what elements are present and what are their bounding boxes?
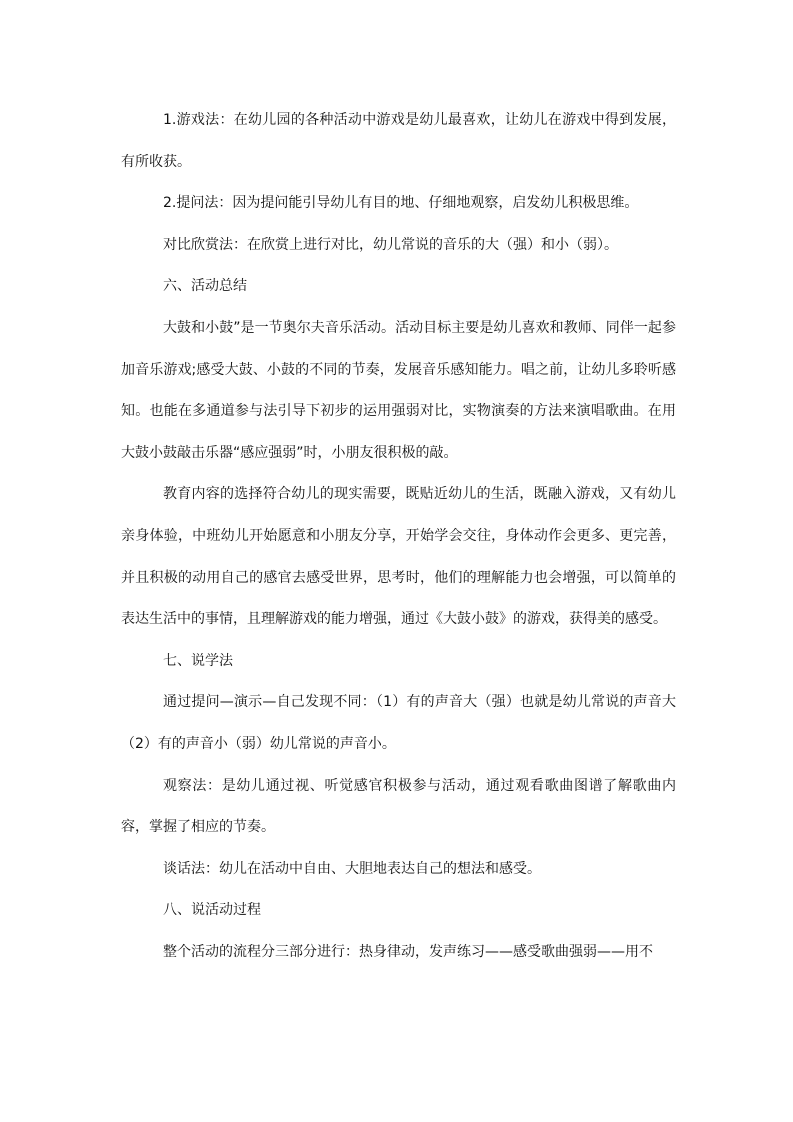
section-heading-learning-method: 七、说学法	[163, 652, 233, 669]
paragraph-observation-method: 观察法：是幼儿通过视、听觉感官积极参与活动，通过观看歌曲图谱了解歌曲内容，掌握了相应的节奏。	[121, 777, 676, 836]
paragraph-contrast-method: 对比欣赏法：在欣赏上进行对比，幼儿常说的音乐的大（强）和小（弱）。	[163, 236, 618, 253]
section-heading-summary: 六、活动总结	[163, 278, 247, 295]
paragraph-talk-method: 谈话法：幼儿在活动中自由、大胆地表达自己的想法和感受。	[163, 860, 541, 877]
paragraph-activity-flow: 整个活动的流程分三部分进行：热身律动，发声练习——感受歌曲强弱——用不	[163, 943, 653, 960]
paragraph-question-method: 2.提问法：因为提问能引导幼儿有目的地、仔细地观察，启发幼儿积极思维。	[163, 195, 639, 212]
document-body	[121, 100, 676, 973]
section-heading-activity-process: 八、说活动过程	[163, 902, 261, 919]
paragraph-learning-question: 通过提问—演示—自己发现不同：（1）有的声音大（强）也就是幼儿常说的声音大（2）有的声音小（弱）幼儿常说的声音小。	[121, 694, 676, 752]
paragraph-game-method: 1.游戏法：在幼儿园的各种活动中游戏是幼儿最喜欢，让幼儿在游戏中得到发展，有所收获。	[121, 112, 676, 170]
paragraph-summary-1: 大鼓和小鼓”是一节奥尔夫音乐活动。活动目标主要是幼儿喜欢和教师、同伴一起参加音乐游戏;感受大鼓、小鼓的不同的节奏，发展音乐感知能力。唱之前，让幼儿多聆听感知。也能在多通道参与法引导下初步的运用强弱对比，实物演奏的方法来演唱歌曲。在用大鼓小鼓敲击乐器“感应强弱”时，小朋友很积极的敲。	[121, 319, 676, 461]
paragraph-summary-2: 教育内容的选择符合幼儿的现实需要，既贴近幼儿的生活，既融入游戏，又有幼儿亲身体验，中班幼儿开始愿意和小朋友分享，开始学会交往，身体动作会更多、更完善，并且积极的动用自己的感官去感受世界，思考时，他们的理解能力也会增强，可以简单的表达生活中的事情，且理解游戏的能力增强，通过《大鼓小鼓》的游戏，获得美的感受。	[121, 486, 676, 628]
